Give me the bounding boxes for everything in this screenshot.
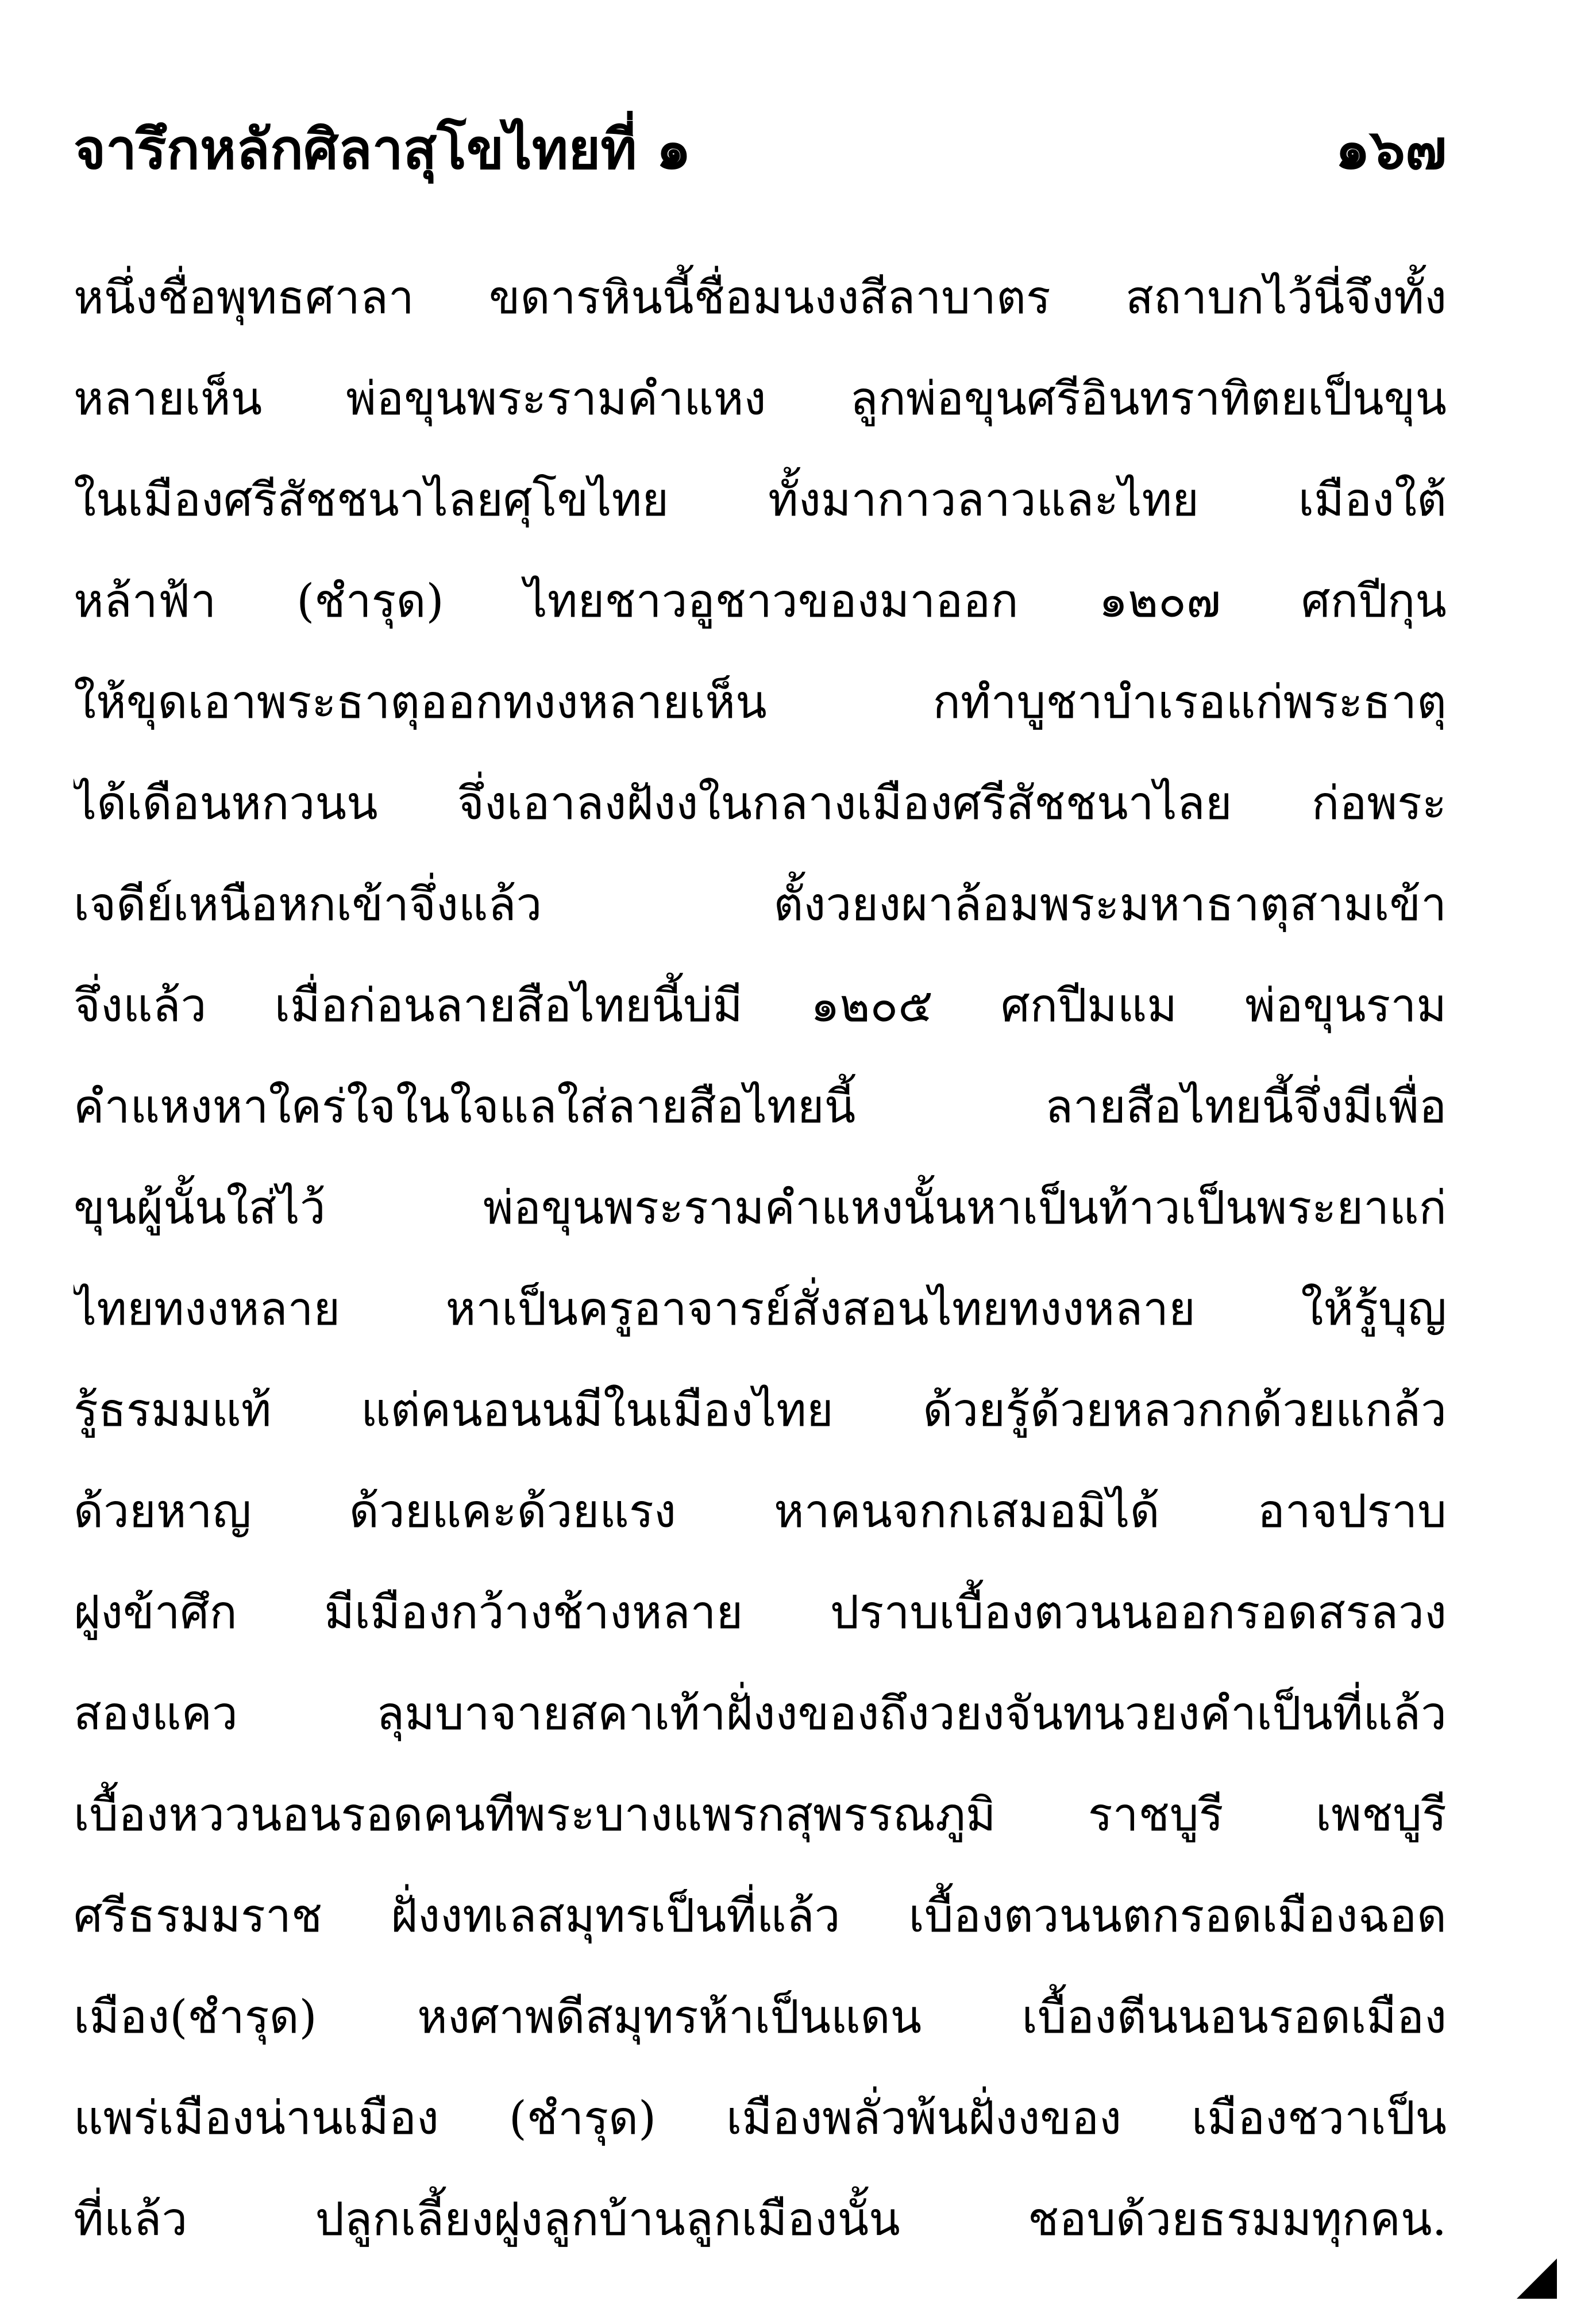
text-line: ศรีธรมมราช ฝั่งงทเลสมุทรเป็นที่แล้ว เบื้องตวนนตกรอดเมืองฉอด xyxy=(74,1889,1447,1942)
page-corner-mark xyxy=(1517,2258,1557,2299)
text-line: สองแคว ลุมบาจายสคาเท้าฝั่งงของถึงวยงจันทนวยงคำเป็นที่แล้ว xyxy=(74,1687,1447,1740)
text-line: รู้ธรมมแท้ แต่คนอนนมีในเมืองไทย ด้วยรู้ด้วยหลวกกด้วยแกล้ว xyxy=(74,1383,1447,1437)
text-line: ด้วยหาญ ด้วยแคะด้วยแรง หาคนจกกเสมอมิได้ อาจปราบ xyxy=(74,1484,1447,1538)
text-line: ขุนผู้นั้นใส่ไว้ พ่อขุนพระรามคำแหงนั้นหาเป็นท้าวเป็นพระยาแก่ xyxy=(74,1181,1447,1234)
text-line: หล้าฟ้า (ชำรุด) ไทยชาวอูชาวของมาออก ๑๒๐๗ ศกปีกุน xyxy=(74,574,1447,628)
text-line: แพร่เมืองน่านเมือง (ชำรุด) เมืองพลั่วพ้นฝั่งงของ เมืองชวาเป็น xyxy=(74,2091,1447,2145)
text-line: คำแหงหาใคร่ใจในใจแลใส่ลายสือไทยนี้ ลายสือไทยนี้จึ่งมีเพื่อ xyxy=(74,1080,1447,1133)
text-line: ให้ขุดเอาพระธาตุออกทงงหลายเห็น กทำบูชาบำเรอแก่พระธาตุ xyxy=(74,675,1447,729)
page-title: จารึกหลักศิลาสุโขไทยที่ ๑ xyxy=(74,117,691,182)
text-line: ที่แล้ว ปลูกเลี้ยงฝูงลูกบ้านลูกเมืองนั้น ชอบด้วยธรมมทุกคน. xyxy=(74,2192,1447,2246)
page-header xyxy=(74,106,1447,193)
text-line: ได้เดือนหกวนน จึ่งเอาลงฝังงในกลางเมืองศรีสัชชนาไลย ก่อพระ xyxy=(74,776,1447,830)
text-line: ในเมืองศรีสัชชนาไลยศุโขไทย ทั้งมากาวลาวและไทย เมืองใต้ xyxy=(74,473,1447,526)
text-line: เบื้องหววนอนรอดคนทีพระบางแพรกสุพรรณภูมิ ราชบูรี เพชบูรี xyxy=(74,1788,1447,1841)
text-line: ฝูงข้าศึก มีเมืองกว้างช้างหลาย ปราบเบื้องตวนนออกรอดสรลวง xyxy=(74,1586,1447,1639)
page-number: ๑๖๗ xyxy=(1335,117,1447,182)
text-line: หนึ่งชื่อพุทธศาลา ขดารหินนี้ชื่อมนงงสีลาบาตร สถาบกไว้นี่จึงทั้ง xyxy=(74,271,1447,324)
text-line: จึ่งแล้ว เมื่อก่อนลายสือไทยนี้บ่มี ๑๒๐๕ ศกปีมแม พ่อขุนราม xyxy=(74,979,1447,1032)
inscription-text xyxy=(74,247,1447,2270)
text-line: เจดีย์เหนือหกเข้าจึ่งแล้ว ตั้งวยงผาล้อมพระมหาธาตุสามเข้า xyxy=(74,878,1447,931)
text-line: เมือง(ชำรุด) หงศาพดีสมุทรห้าเป็นแดน เบื้องตีนนอนรอดเมือง xyxy=(74,1990,1447,2044)
text-line: หลายเห็น พ่อขุนพระรามคำแหง ลูกพ่อขุนศรีอินทราทิตยเป็นขุน xyxy=(74,372,1447,425)
text-line: ไทยทงงหลาย หาเป็นครูอาจารย์สั่งสอนไทยทงงหลาย ให้รู้บุญ xyxy=(74,1282,1447,1336)
